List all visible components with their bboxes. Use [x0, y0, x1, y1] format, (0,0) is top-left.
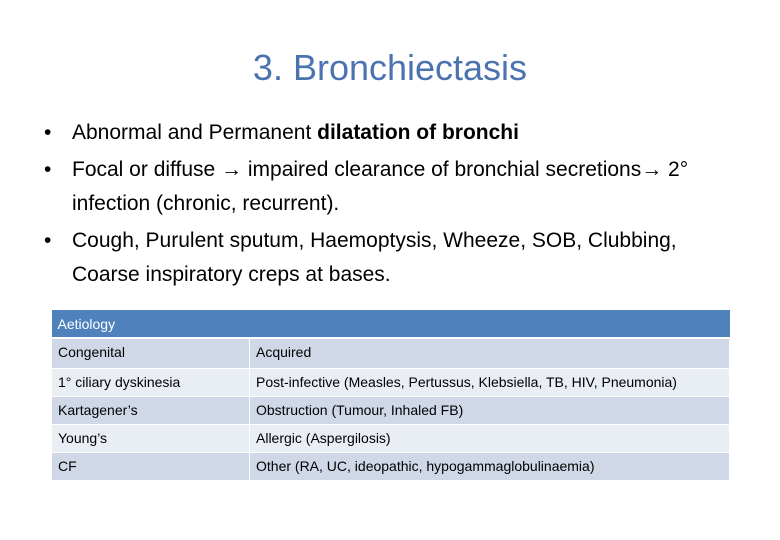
bullet-item-2: [44, 153, 744, 221]
aetiology-table-container: [51, 310, 730, 481]
bullet-text: Focal or diffuse → impaired clearance of bronchial secretions→ 2° infection (chronic, recurrent).: [72, 158, 689, 215]
bullet-text-bold: dilatation of bronchi: [317, 121, 519, 144]
table-cell: Kartagener’s: [52, 397, 250, 425]
table-cell: Other (RA, UC, ideopathic, hypogammaglobulinaemia): [250, 453, 730, 481]
bullet-marker: •: [44, 229, 52, 252]
bullet-text-pre: Abnormal and Permanent: [72, 121, 318, 144]
bullet-list: [44, 116, 744, 295]
table-row: [52, 425, 730, 453]
table-row: [52, 397, 730, 425]
table-cell: 1° ciliary dyskinesia: [52, 369, 250, 397]
table-cell: Post-infective (Measles, Pertussus, Klebsiella, TB, HIV, Pneumonia): [250, 369, 730, 397]
table-cell: Allergic (Aspergilosis): [250, 425, 730, 453]
table-header: Aetiology: [52, 310, 730, 338]
aetiology-table: [51, 310, 730, 481]
table-cell: Young’s: [52, 425, 250, 453]
table-cell: Obstruction (Tumour, Inhaled FB): [250, 397, 730, 425]
column-header-congenital: Congenital: [52, 338, 250, 369]
bullet-marker: •: [44, 121, 52, 144]
bullet-item-1: [44, 116, 744, 150]
table-header-row: [52, 310, 730, 338]
bullet-item-3: [44, 224, 744, 292]
column-header-acquired: Acquired: [250, 338, 730, 369]
table-cell: CF: [52, 453, 250, 481]
column-header-row: [52, 338, 730, 369]
slide-title: 3. Bronchiectasis: [252, 47, 528, 88]
table-row: [52, 453, 730, 481]
table-row: [52, 369, 730, 397]
bullet-text: Cough, Purulent sputum, Haemoptysis, Wheeze, SOB, Clubbing, Coarse inspiratory creps at bases.: [72, 229, 677, 286]
bullet-marker: •: [44, 158, 52, 181]
